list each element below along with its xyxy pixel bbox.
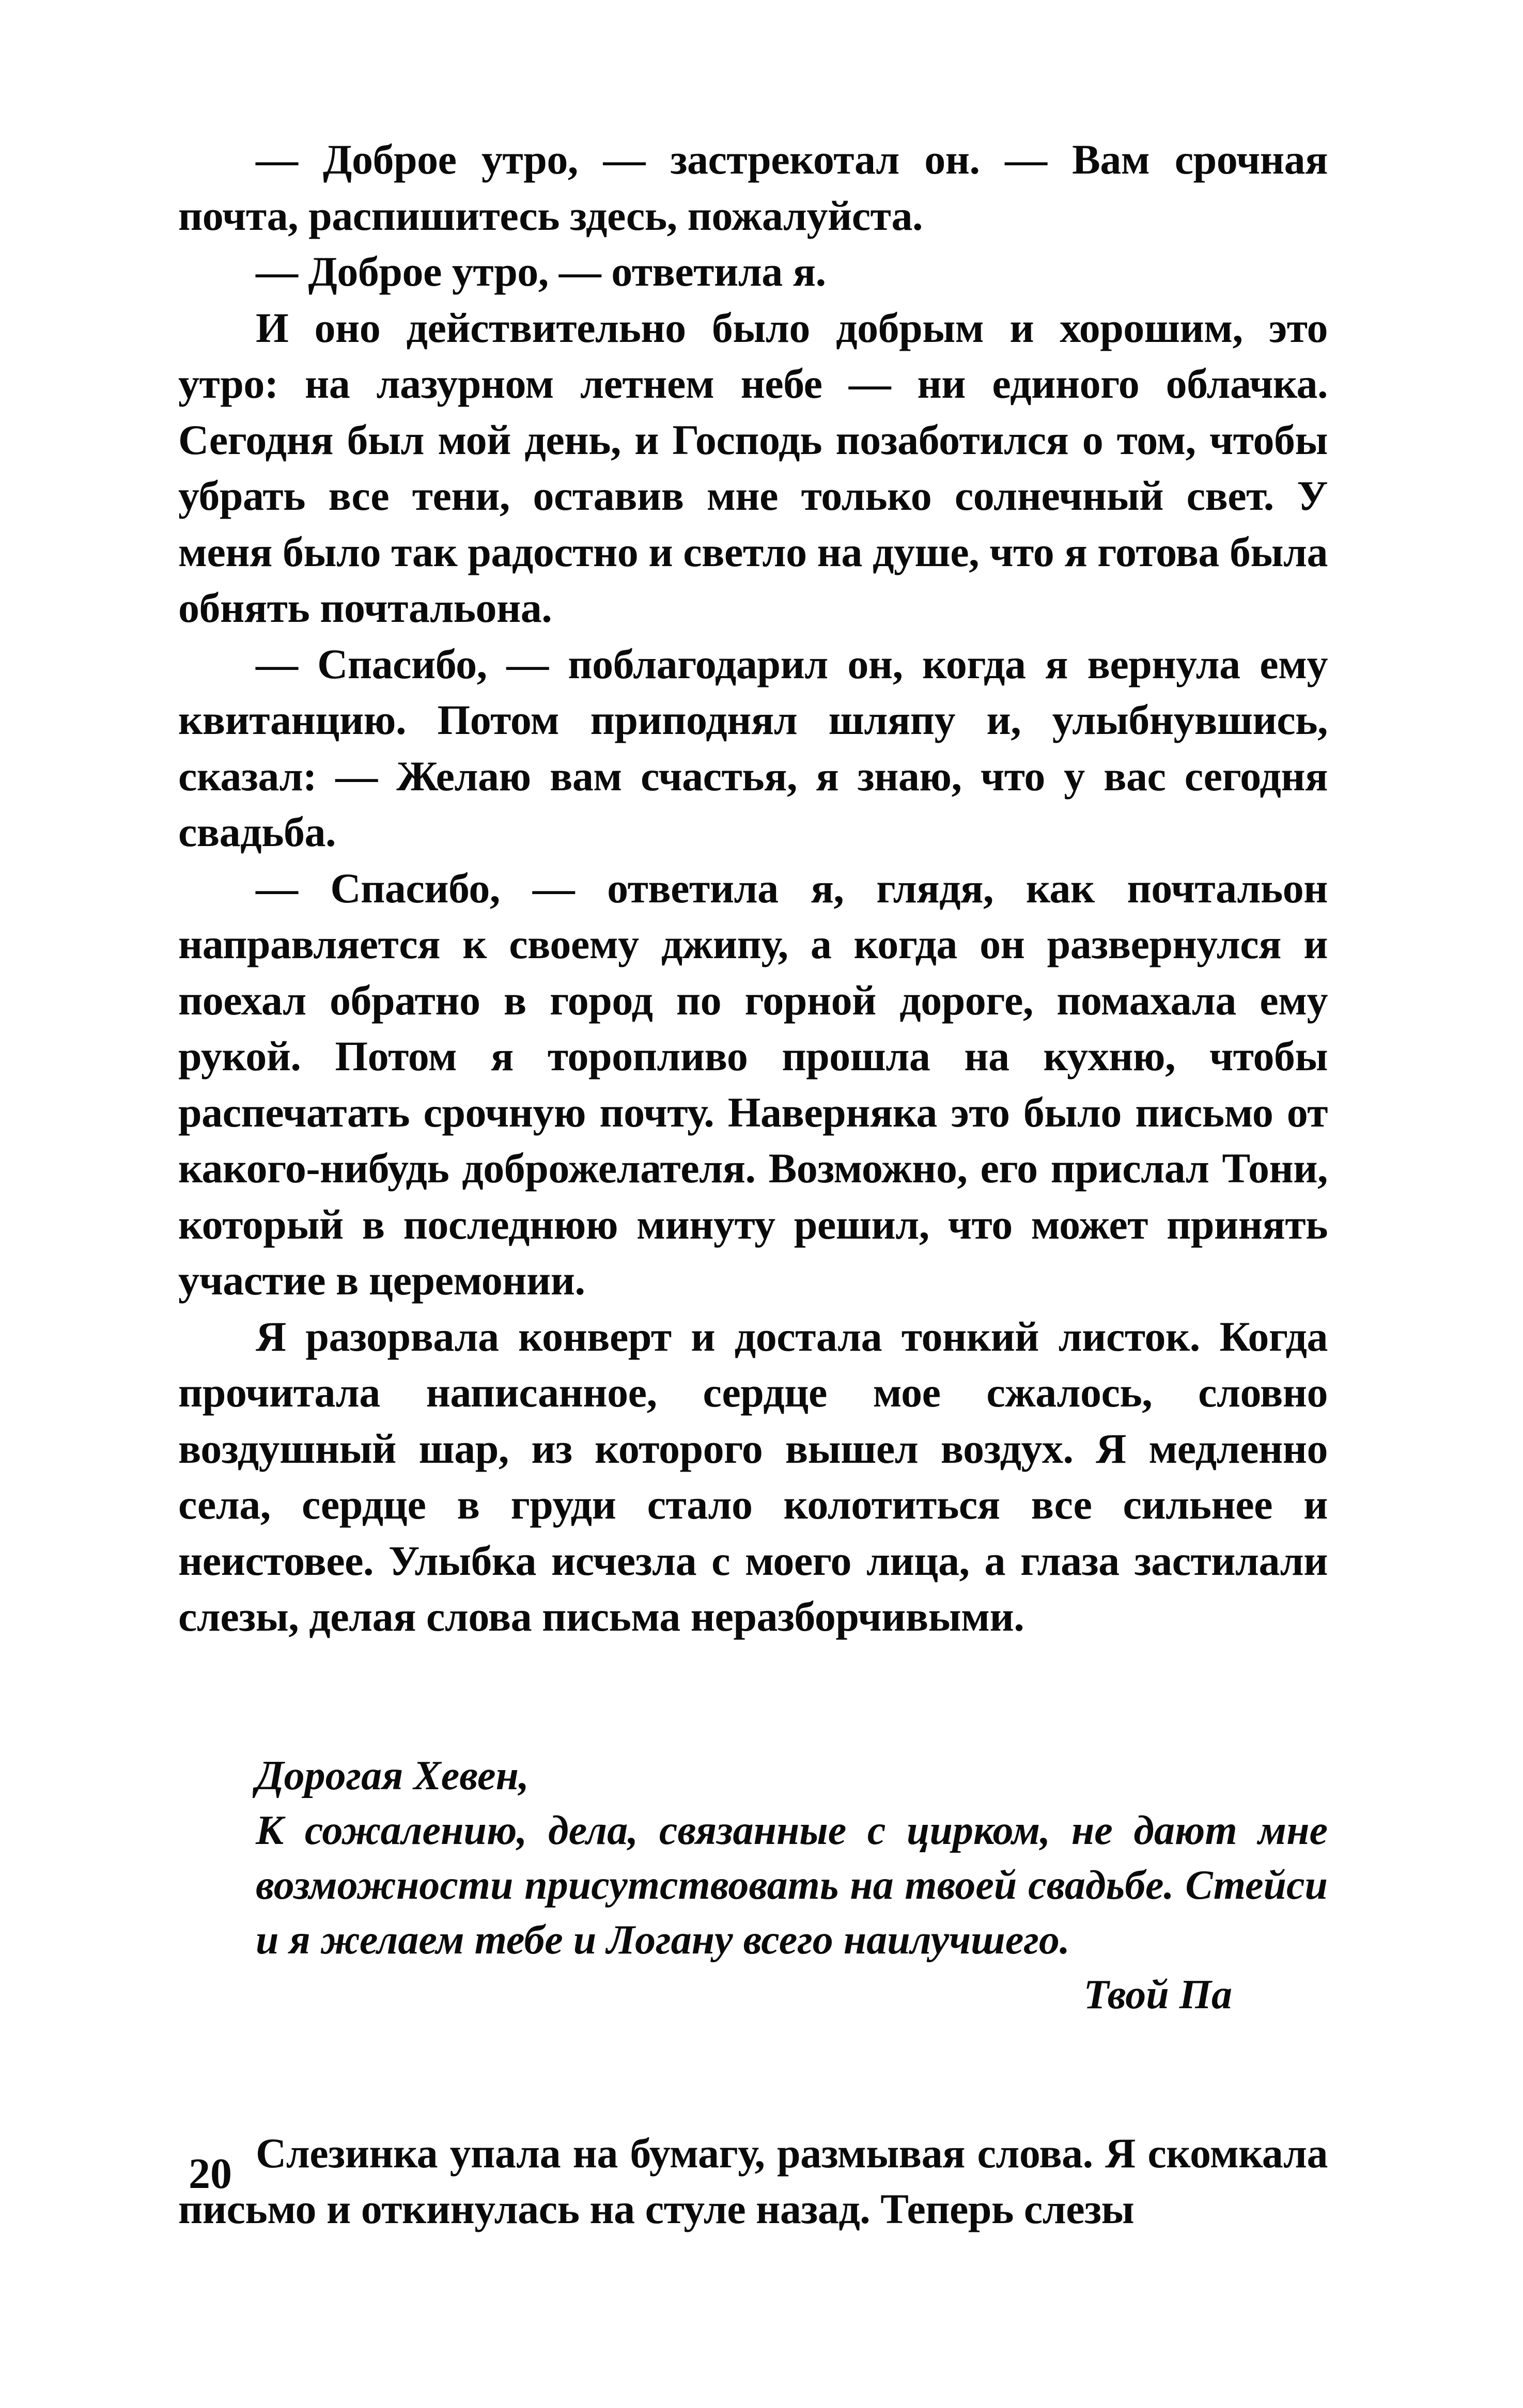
paragraph-2: — Доброе утро, — ответила я.: [256, 248, 826, 295]
paragraph-1: — Доброе утро, — застрекотал он. — Вам срочная почта, распишитесь здесь, пожалуйста.: [178, 136, 1328, 239]
paragraph-after-letter: Слезинка упала на бумагу, размывая слова. Я скомкала письмо и откинулась на стуле назад. Теперь слезы: [178, 2129, 1328, 2232]
paragraph-5: — Спасибо, — ответила я, глядя, как почтальон направляется к своему джипу, а когда он развернулся и поехал обратно в город по горной дороге, помахала ему рукой. Потом я торопливо прошла на кухню, чтобы распечатать срочную почту. Наверняка это было письмо от какого-нибудь доброжелателя. Возможно, его прислал Тони, который в последнюю минуту решил, что может принять участие в церемонии.: [178, 864, 1328, 1304]
letter-signature: Твой Па: [1083, 1972, 1232, 2018]
paragraph-6: Я разорвала конверт и достала тонкий листок. Когда прочитала написанное, сердце мое сжалось, словно воздушный шар, из которого вышел воздух. Я медленно села, сердце в груди стало колотиться все сильнее и неистовее. Улыбка исчезла с моего лица, а глаза застилали слезы, делая слова письма неразборчивыми.: [178, 1312, 1328, 1640]
letter-body: [256, 1803, 1328, 1967]
paragraph-3: И оно действительно было добрым и хорошим, это утро: на лазурном летнем небе — ни единого облачка. Сегодня был мой день, и Господь позаботился о том, чтобы убрать все тени, оставив мне только солнечный свет. У меня было так радостно и светло на душе, что я готова была обнять почтальона.: [178, 304, 1328, 631]
letter-greeting: Дорогая Хевен,: [256, 1753, 529, 1799]
page-number: 20: [189, 2150, 232, 2198]
paragraph-4: — Спасибо, — поблагодарил он, когда я вернула ему квитанцию. Потом приподнял шляпу и, улыбнувшись, сказал: — Желаю вам счастья, я знаю, что у вас сегодня свадьба.: [178, 640, 1328, 855]
page-body: [178, 132, 1328, 2238]
letter-body-text: К сожалению, дела, связанные с цирком, не дают мне возможности присутствовать на твоей свадьбе. Стейси и я желаем тебе и Логану всего наилучшего.: [256, 1807, 1328, 1963]
letter-block: [178, 1748, 1328, 2022]
